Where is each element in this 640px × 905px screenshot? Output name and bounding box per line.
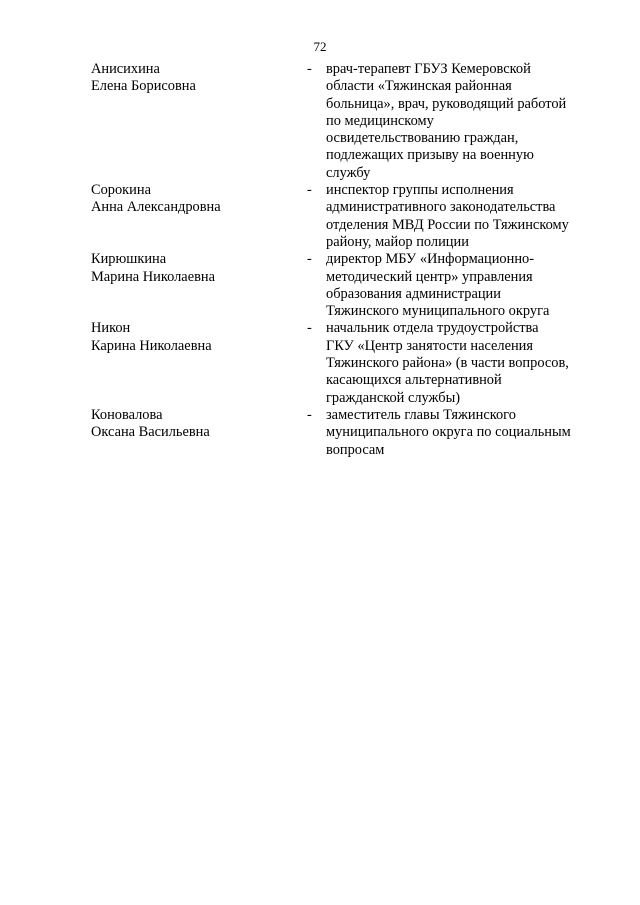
member-name	[91, 61, 291, 96]
role-line: образования администрации	[326, 285, 501, 302]
member-given-names: Анна Александровна	[91, 199, 221, 216]
member-entry	[91, 251, 601, 320]
role-line: административного законодательства	[326, 199, 556, 216]
member-name	[91, 407, 291, 442]
member-given-names: Марина Николаевна	[91, 268, 215, 285]
member-role	[326, 251, 601, 320]
separator-dash: -	[307, 251, 312, 268]
role-line: муниципального округа по социальным	[326, 424, 571, 441]
role-line: по медицинскому	[326, 112, 434, 129]
role-line: больница», врач, руководящий работой	[326, 95, 567, 112]
member-surname: Коновалова	[91, 406, 163, 423]
member-role	[326, 182, 601, 251]
role-line: заместитель главы Тяжинского	[326, 406, 516, 423]
member-role	[326, 407, 601, 459]
role-line: району, майор полиции	[326, 233, 469, 250]
separator-dash: -	[307, 320, 312, 337]
member-entry	[91, 182, 601, 251]
role-line: гражданской службы)	[326, 389, 461, 406]
role-line: инспектор группы исполнения	[326, 182, 514, 199]
role-line: отделения МВД России по Тяжинскому	[326, 216, 569, 233]
role-line: освидетельствованию граждан,	[326, 130, 519, 147]
separator-dash: -	[307, 406, 312, 423]
role-line: области «Тяжинская районная	[326, 78, 512, 95]
member-list	[91, 61, 601, 459]
member-surname: Сорокина	[91, 182, 151, 199]
role-line: ГКУ «Центр занятости населения	[326, 337, 533, 354]
separator-dash: -	[307, 182, 312, 199]
role-line: вопросам	[326, 441, 385, 458]
role-line: Тяжинского муниципального округа	[326, 303, 550, 320]
member-given-names: Елена Борисовна	[91, 78, 196, 95]
member-name	[91, 320, 291, 355]
role-line: методический центр» управления	[326, 268, 533, 285]
member-surname: Кирюшкина	[91, 251, 167, 268]
member-name	[91, 182, 291, 217]
role-line: начальник отдела трудоустройства	[326, 320, 539, 337]
member-role	[326, 61, 601, 182]
separator-dash: -	[307, 61, 312, 77]
member-entry	[91, 407, 601, 459]
member-surname: Анисихина	[91, 61, 160, 77]
member-given-names: Оксана Васильевна	[91, 424, 210, 441]
role-line: директор МБУ «Информационно-	[326, 251, 535, 268]
member-entry	[91, 61, 601, 182]
role-line: врач-терапевт ГБУЗ Кемеровской	[326, 61, 531, 77]
role-line: службу	[326, 164, 371, 181]
member-role	[326, 320, 601, 406]
member-name	[91, 251, 291, 286]
member-surname: Никон	[91, 320, 131, 337]
role-line: Тяжинского района» (в части вопросов,	[326, 355, 569, 372]
member-entry	[91, 320, 601, 406]
page-number: 72	[313, 39, 327, 54]
member-given-names: Карина Николаевна	[91, 337, 212, 354]
role-line: касающихся альтернативной	[326, 372, 502, 389]
role-line: подлежащих призыву на военную	[326, 147, 534, 164]
